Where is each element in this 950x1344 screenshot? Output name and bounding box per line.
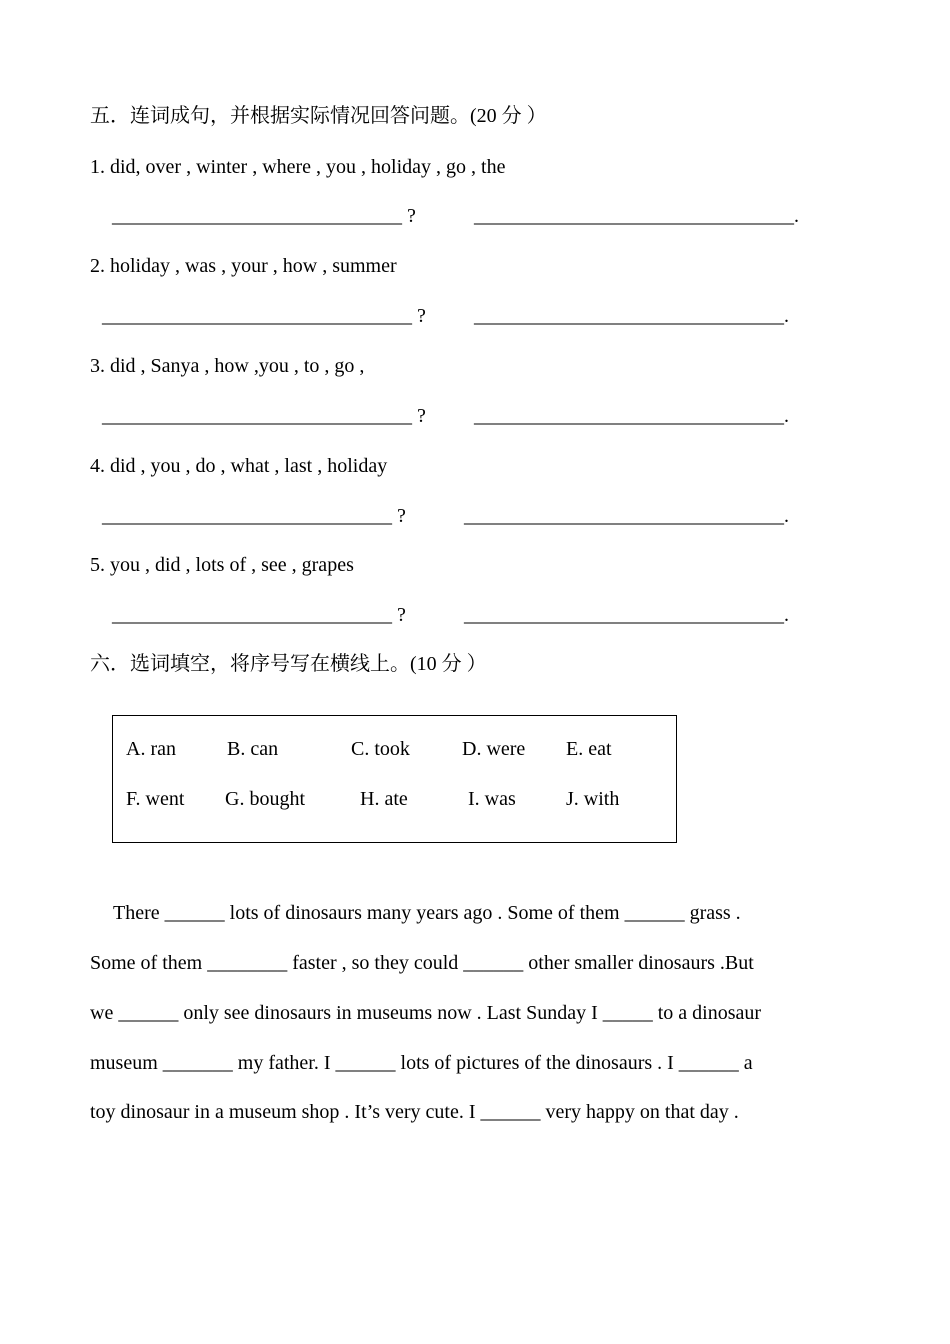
question-4-answer-blank[interactable]: ________________________________. bbox=[464, 505, 789, 527]
question-3-question-blank[interactable]: _______________________________ ? bbox=[102, 405, 426, 427]
question-1-prompt: 1. did, over , winter , where , you , holiday , go , the bbox=[90, 156, 506, 178]
passage-line-5: toy dinosaur in a museum shop . It’s very cute. I ______ very happy on that day . bbox=[90, 1101, 739, 1123]
option-g: G. bought bbox=[225, 788, 305, 810]
question-2-answer-blank[interactable]: _______________________________. bbox=[474, 305, 789, 327]
option-j: J. with bbox=[566, 788, 620, 810]
question-3-prompt: 3. did , Sanya , how ,you , to , go , bbox=[90, 355, 365, 377]
passage-line-4: museum _______ my father. I ______ lots of pictures of the dinosaurs . I ______ a bbox=[90, 1052, 753, 1074]
option-a: A. ran bbox=[126, 738, 176, 760]
question-4-prompt: 4. did , you , do , what , last , holiday bbox=[90, 455, 388, 477]
option-c: C. took bbox=[351, 738, 410, 760]
question-5-prompt: 5. you , did , lots of , see , grapes bbox=[90, 554, 354, 576]
option-h: H. ate bbox=[360, 788, 408, 810]
option-i: I. was bbox=[468, 788, 516, 810]
question-4-question-blank[interactable]: _____________________________ ? bbox=[102, 505, 406, 527]
question-2-question-blank[interactable]: _______________________________ ? bbox=[102, 305, 426, 327]
option-e: E. eat bbox=[566, 738, 612, 760]
question-2-prompt: 2. holiday , was , your , how , summer bbox=[90, 255, 397, 277]
question-3-answer-blank[interactable]: _______________________________. bbox=[474, 405, 789, 427]
question-1-answer-blank[interactable]: ________________________________. bbox=[474, 205, 799, 227]
word-bank-box bbox=[112, 715, 677, 843]
section-6-heading: 六．选词填空，将序号写在横线上。(10 分 ） bbox=[90, 653, 487, 675]
option-b: B. can bbox=[227, 738, 279, 760]
question-5-answer-blank[interactable]: ________________________________. bbox=[464, 604, 789, 626]
question-1-question-blank[interactable]: _____________________________ ? bbox=[112, 205, 416, 227]
passage-line-1: There ______ lots of dinosaurs many years ago . Some of them ______ grass . bbox=[113, 902, 741, 924]
option-f: F. went bbox=[126, 788, 185, 810]
question-5-question-blank[interactable]: ____________________________ ? bbox=[112, 604, 406, 626]
section-5-heading: 五．连词成句，并根据实际情况回答问题。(20 分 ） bbox=[90, 105, 547, 127]
option-d: D. were bbox=[462, 738, 526, 760]
passage-line-3: we ______ only see dinosaurs in museums now . Last Sunday I _____ to a dinosaur bbox=[90, 1002, 762, 1024]
passage-line-2: Some of them ________ faster , so they could ______ other smaller dinosaurs .But bbox=[90, 952, 754, 974]
